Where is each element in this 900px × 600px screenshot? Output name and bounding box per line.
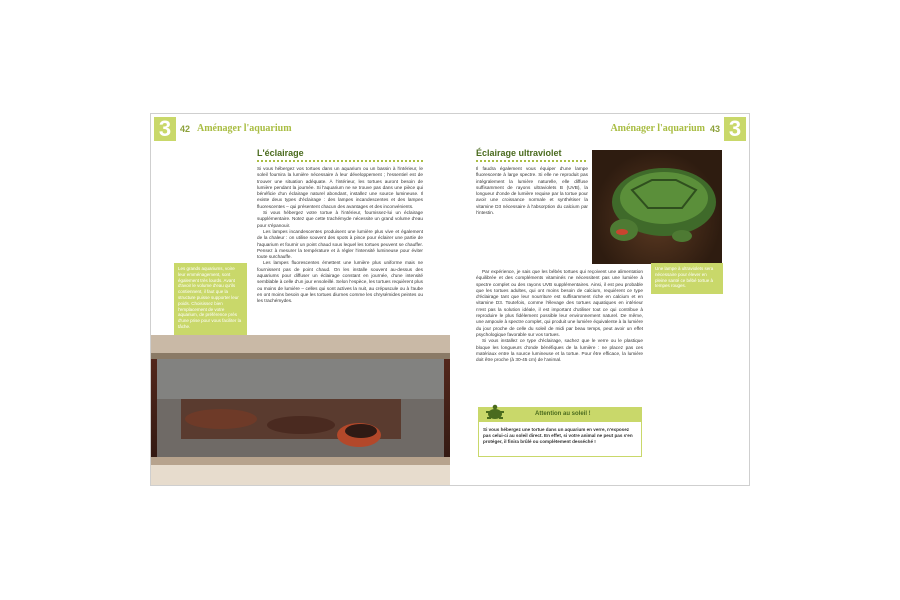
paragraph: Si vous installez ce type d'éclairage, sachez que le verre ou le plastique bloque les longueurs d'onde bénéfiques de la lumière : ne placez pas ces matériaux entre la source lumineuse et la tortue. Pour être efficace, la lumière doit être proche (à 30-45 cm) de l'animal. <box>476 338 643 363</box>
turtle-icon <box>484 403 506 428</box>
chapter-tab-right <box>724 117 746 141</box>
attention-box-text: Si vous hébergez une tortue dans un aquarium en verre, n'exposez pas celui-ci au soleil direct. En effet, si votre animal ne peut pas s'en protéger, il finira brûlé ou complètement desséché ! <box>483 427 633 445</box>
right-body-text-lower <box>476 269 643 363</box>
chapter-tab-left <box>154 117 176 141</box>
paragraph: Les lampes fluorescentes émettent une lumière plus uniforme mais ne fournissent pas de point chaud. On les installe souvent au-dessus des aquariums pour diffuser un éclairage constant en journée, d'une intensité semblable à celle d'un jour ensoleillé. Selon l'espèce, les tortues requièrent plus ou moins de lumière – celles qui sont actives la nuit, au crépuscule ou à l'aube en ont moins besoin que les tortues diurnes comme les chrysémides peintes ou les trachémydes. <box>257 260 423 304</box>
chapter-number-left: 3 <box>158 116 172 141</box>
turtle-photo <box>592 150 722 264</box>
page-number-right: 43 <box>709 124 720 134</box>
running-title-right: Aménager l'aquarium <box>610 123 705 134</box>
aquarium-photo <box>151 335 450 486</box>
paragraph: Si vous hébergez votre tortue à l'intérieur, fournissez-lui un éclairage supplémentaire. Notez que cette trachémyde nécessite un grand volume d'eau pour s'épanouir. <box>257 210 423 228</box>
caption-turtle: Une lampe à ultraviolets sera nécessaire pour élever en pleine santé ce bébé tortue à tempes rouges. <box>651 263 723 294</box>
paragraph: Par expérience, je sais que les bébés tortues qui reçoivent une alimentation équilibrée et des compléments vitaminés ne nécessitent pas une lumière à spectre complet ou des rayons UVB supplémentaires. Ainsi, il est peu probable que les tortues adultes, qui ont moins besoin de calcium, requièrent ce type d'éclairage tant que leur nourriture est suffisamment riche en calcium et en vitamine D3. Toutefois, comme l'élevage des tortues aquatiques en intérieur n'est pas la solution idéale, il est important d'utiliser tout ce qui contribue à reproduire le plus fidèlement possible leur environnement naturel. De même, une ampoule à spectre complet, qui produit une lumière équivalente à la lumière du jour proche de celle du soleil de midi par beau temps, peut avoir un effet psychologique favorable sur vos tortues. <box>476 269 643 337</box>
right-body-text-top <box>476 166 588 216</box>
attention-box-title: Attention au soleil ! <box>535 411 591 417</box>
paragraph: Si vous hébergez vos tortues dans un aquarium ou un bassin à l'intérieur, le soleil fournira la lumière nécessaire à leur développement ; l'essentiel est de trouver une situation adéquate. À l'intérieur, les tortues auront besoin de lumière pendant la journée. Si l'aquarium ne se trouve pas dans une pièce qui bénéficie d'un éclairage naturel abondant, installez une source lumineuse. Il existe deux types d'éclairage : des lampes incandescentes et des lampes fluorescentes – qui présentent chacun des avantages et des inconvénients. <box>257 166 423 209</box>
section-title-eclairage: L'éclairage <box>257 148 423 162</box>
book-spread <box>150 113 750 486</box>
section-title-eclairage-uv: Éclairage ultraviolet <box>476 148 586 162</box>
running-title-left: Aménager l'aquarium <box>197 123 292 134</box>
caption-aquarium: Les grands aquariums, voire leur emménagement, sont également très lourds. Avant d'avoir le volume d'eau qu'ils contiennent, il faut que la structure puisse supporter leur poids. Choisissez bien l'emplacement de votre aquarium, de préférence près d'une prise pour vous faciliter la tâche. <box>174 263 247 336</box>
paragraph: Il faudra également vous équiper d'une lampe fluorescente à large spectre. Si elle ne reproduit pas intégralement la lumière naturelle, elle diffuse suffisamment de rayons ultraviolets B (UVB), la longueur d'onde de lumière requise par la tortue pour avoir une croissance normale et synthétiser la vitamine D3 nécessaire à l'absorption du calcium par l'intestin. <box>476 166 588 216</box>
page-number-left: 42 <box>180 124 191 134</box>
left-body-text <box>257 166 423 305</box>
chapter-number-right: 3 <box>728 116 742 141</box>
paragraph: Les lampes incandescentes produisent une lumière plus vive et également de la chaleur : on utilise souvent des spots à pince pour éclairer une partie de l'aquarium et fournir un point chaud sous lequel les tortues peuvent se chauffer. Pensez à mesurer la température et à régler l'intensité lumineuse pour éviter toute surchauffe. <box>257 228 423 260</box>
attention-box <box>478 407 642 457</box>
